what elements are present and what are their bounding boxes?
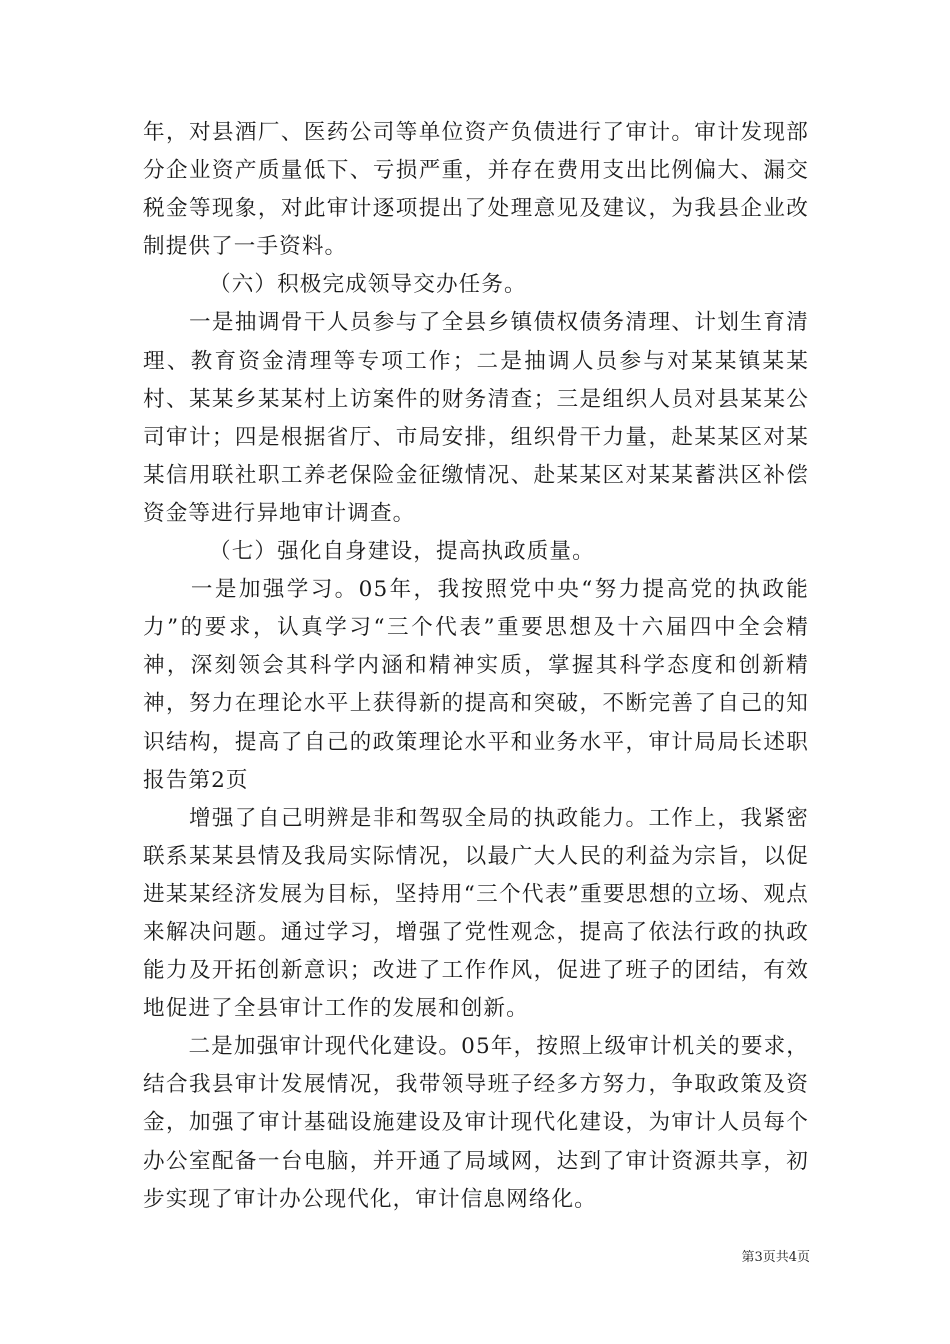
document-body: [143, 114, 809, 1219]
paragraph-3: 一是加强学习。05年，我按照党中央“努力提高党的执政能力”的要求，认真学习“三个代表”重要思想及十六届四中全会精神，深刻领会其科学内涵和精神实质，掌握其科学态度和创新精神，努力在理论水平上获得新的提高和突破，不断完善了自己的知识结构，提高了自己的政策理论水平和业务水平，审计局局长述职报告第2页: [143, 577, 809, 793]
section-heading-6: （六）积极完成领导交办任务。: [209, 272, 527, 298]
paragraph-5: 二是加强审计现代化建设。05年，按照上级审计机关的要求，结合我县审计发展情况，我带领导班子经多方努力，争取政策及资金，加强了审计基础设施建设及审计现代化建设，为审计人员每个办公室配备一台电脑，并开通了局域网，达到了审计资源共享，初步实现了审计办公现代化，审计信息网络化。: [143, 1034, 809, 1212]
section-heading-7: （七）强化自身建设，提高执政质量。: [209, 539, 595, 565]
paragraph-2: 一是抽调骨干人员参与了全县乡镇债权债务清理、计划生育清理、教育资金清理等专项工作；二是抽调人员参与对某某镇某某村、某某乡某某村上访案件的财务清查；三是组织人员对县某某公司审计；四是根据省厅、市局安排，组织骨干力量，赴某某区对某某信用联社职工养老保险金征缴情况、赴某某区对某某蓄洪区补偿资金等进行异地审计调查。: [143, 310, 809, 526]
page-number: 第3页共4页: [741, 1250, 810, 1265]
paragraph-1: 年，对县酒厂、医药公司等单位资产负债进行了审计。审计发现部分企业资产质量低下、亏损严重，并存在费用支出比例偏大、漏交税金等现象，对此审计逐项提出了处理意见及建议，为我县企业改制提供了一手资料。: [143, 120, 809, 260]
paragraph-4: 增强了自己明辨是非和驾驭全局的执政能力。工作上，我紧密联系某某县情及我局实际情况，以最广大人民的利益为宗旨，以促进某某经济发展为目标，坚持用“三个代表”重要思想的立场、观点来解决问题。通过学习，增强了党性观念，提高了依法行政的执政能力及开拓创新意识；改进了工作作风，促进了班子的团结，有效地促进了全县审计工作的发展和创新。: [143, 805, 809, 1022]
